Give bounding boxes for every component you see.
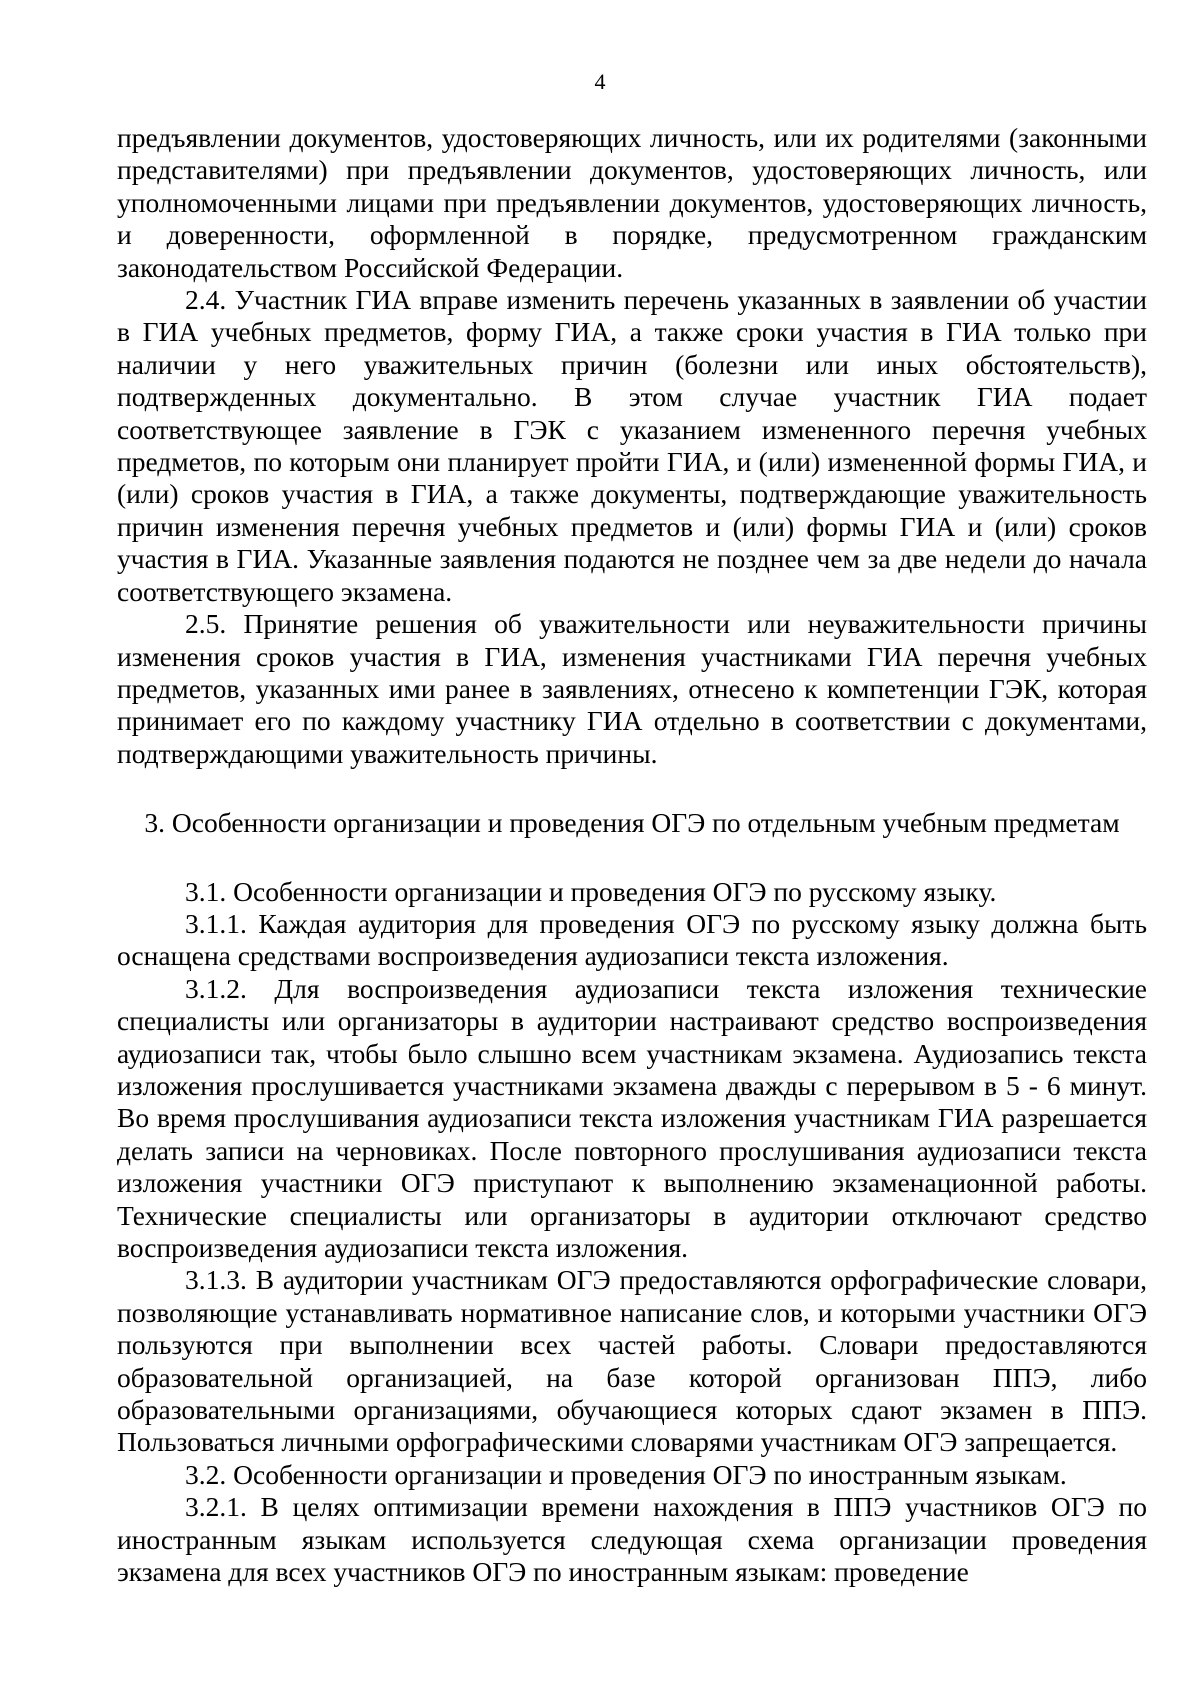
- paragraph-continuation: предъявлении документов, удостоверяющих личность, или их родителями (законными представителями) при предъявлении документов, удостоверяющих личность, или уполномоченными лицами при предъявлении документов, удостоверяющих личность, и доверенности, оформленной в порядке, предусмотренном гражданским законодательством Российской Федерации.: [117, 122, 1147, 283]
- paragraph-3-1-2: 3.1.2. Для воспроизведения аудиозаписи текста изложения технические специалисты или организаторы в аудитории настраивают средство воспроизведения аудиозаписи так, чтобы было слышно всем участникам экзамена. Аудиозапись текста изложения прослушивается участниками экзамена дважды с перерывом в 5 - 6 минут. Во время прослушивания аудиозаписи текста изложения участникам ГИА разрешается делать записи на черновиках. После повторного прослушивания аудиозаписи текста изложения участники ОГЭ приступают к выполнению экзаменационной работы. Технические специалисты или организаторы в аудитории отключают средство воспроизведения аудиозаписи текста изложения.: [117, 972, 1147, 1263]
- section-heading-3: 3. Особенности организации и проведения ОГЭ по отдельным учебным предметам: [144, 807, 1120, 839]
- paragraph-2-4: 2.4. Участник ГИА вправе изменить перечень указанных в заявлении об участии в ГИА учебных предметов, форму ГИА, а также сроки участия в ГИА только при наличии у него уважительных причин (болезни или иных обстоятельств), подтвержденных документально. В этом случае участник ГИА подает соответствующее заявление в ГЭК с указанием измененного перечня учебных предметов, по которым они планирует пройти ГИА, и (или) измененной формы ГИА, и (или) сроков участия в ГИА, а также документы, подтверждающие уважительность причин изменения перечня учебных предметов и (или) формы ГИА и (или) сроков участия в ГИА. Указанные заявления подаются не позднее чем за две недели до начала соответствующего экзамена.: [117, 284, 1147, 607]
- paragraph-3-1: 3.1. Особенности организации и проведения ОГЭ по русскому языку.: [185, 875, 997, 907]
- paragraph-3-2-1: 3.2.1. В целях оптимизации времени нахождения в ППЭ участников ОГЭ по иностранным языкам используется следующая схема организации проведения экзамена для всех участников ОГЭ по иностранным языкам: проведение: [117, 1491, 1147, 1588]
- paragraph-3-1-1: 3.1.1. Каждая аудитория для проведения ОГЭ по русскому языку должна быть оснащена средствами воспроизведения аудиозаписи текста изложения.: [117, 907, 1147, 972]
- document-body: [117, 122, 1147, 1588]
- paragraph-3-2: 3.2. Особенности организации и проведения ОГЭ по иностранным языкам.: [185, 1458, 1067, 1490]
- paragraph-2-5: 2.5. Принятие решения об уважительности или неуважительности причины изменения сроков участия в ГИА, изменения участниками ГИА перечня учебных предметов, указанных ими ранее в заявлениях, отнесено к компетенции ГЭК, которая принимает его по каждому участнику ГИА отдельно в соответствии с документами, подтверждающими уважительность причины.: [117, 608, 1147, 769]
- paragraph-3-1-3: 3.1.3. В аудитории участникам ОГЭ предоставляются орфографические словари, позволяющие устанавливать нормативное написание слов, и которыми участники ОГЭ пользуются при выполнении всех частей работы. Словари предоставляются образовательной организацией, на базе которой организован ППЭ, либо образовательными организациями, обучающиеся которых сдают экзамен в ППЭ. Пользоваться личными орфографическими словарями участникам ОГЭ запрещается.: [117, 1264, 1147, 1458]
- page-number: 4: [594, 69, 606, 94]
